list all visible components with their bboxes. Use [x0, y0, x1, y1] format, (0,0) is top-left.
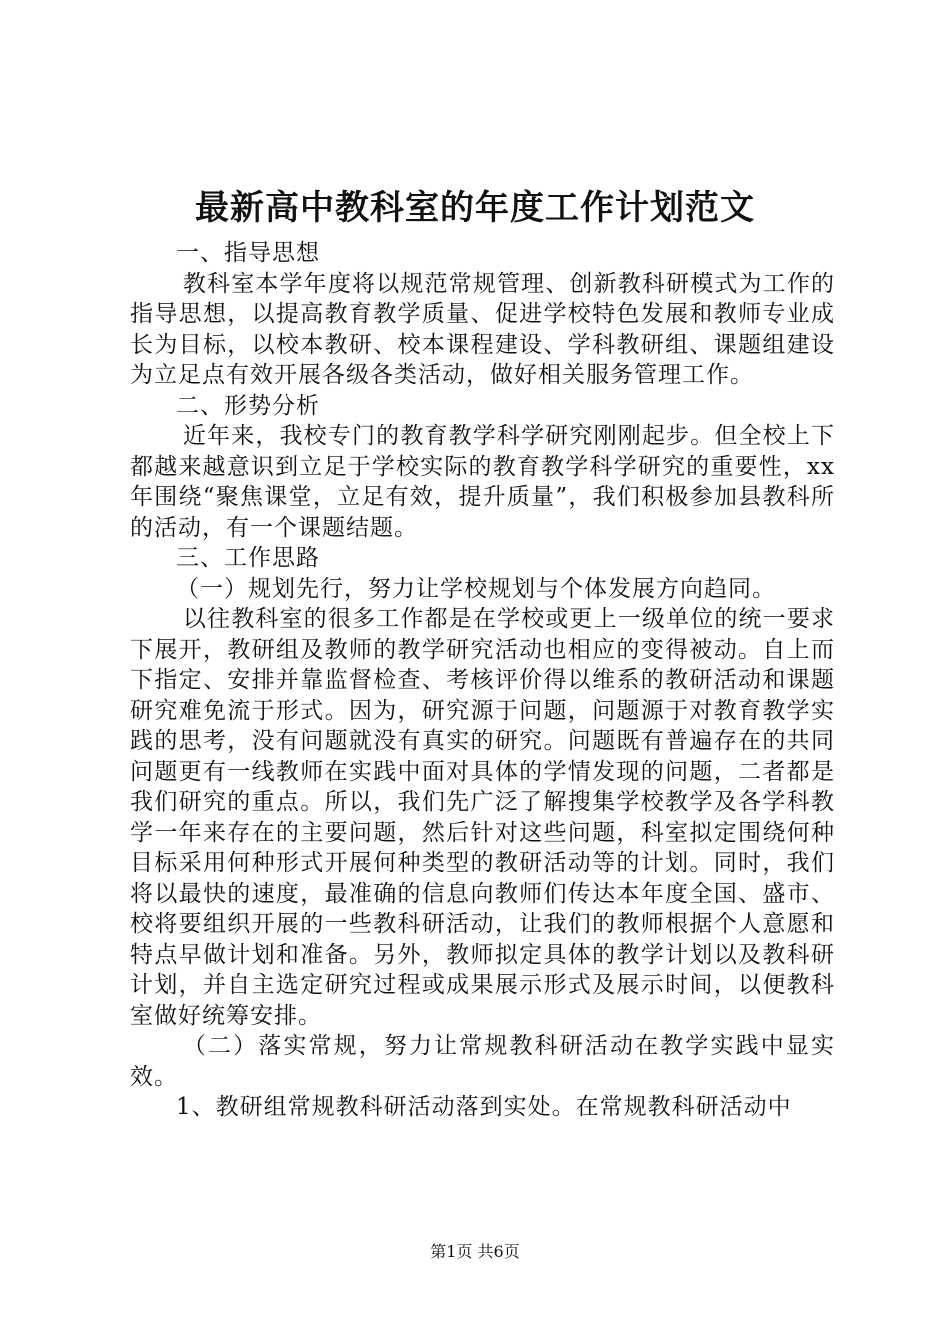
section-heading-guiding-ideology: 一、指导思想 [176, 240, 320, 266]
paragraph-teaching-group-routine: 1、教研组常规教科研活动落到实处。在常规教科研活动中 [176, 1094, 792, 1120]
subheading-planning-first: （一）规划先行，努力让学校规划与个体发展方向趋同。 [176, 575, 776, 602]
paragraph-situation-analysis: 近年来，我校专门的教育教学科学研究刚刚起步。但全校上下都越来越意识到立足于学校实际的教育教学科学研究的重要性，xx年围绕“聚焦课堂，立足有效，提升质量”，我们积极参加县教科所的活动，有一个课题结题。 [130, 423, 835, 541]
document-body [130, 238, 835, 1123]
section-heading-situation-analysis: 二、形势分析 [176, 392, 320, 419]
section-heading-work-approach: 三、工作思路 [176, 545, 320, 571]
paragraph-planning-first: 以往教科室的很多工作都是在学校或更上一级单位的统一要求下展开，教研组及教师的教学研究活动也相应的变得被动。自上而下指定、安排并靠监督检查、考核评价得以维系的教研活动和课题研究难免流于形式。因为，研究源于问题，问题源于对教育教学实践的思考，没有问题就没有真实的研究。问题既有普遍存在的共同问题更有一线教师在实践中面对具体的学情发现的问题，二者都是我们研究的重点。所以，我们先广泛了解搜集学校教学及各学科教学一年来存在的主要问题，然后针对这些问题，科室拟定围绕何种目标采用何种形式开展何种类型的教研活动等的计划。同时，我们将以最快的速度，最准确的信息向教师们传达本年度全国、盛市、校将要组织开展的一些教科研活动，让我们的教师根据个人意愿和特点早做计划和准备。另外，教师拟定具体的教学计划以及教科研计划，并自主选定研究过程或成果展示形式及展示时间，以便教科室做好统筹安排。 [130, 606, 835, 1029]
document-title: 最新高中教科室的年度工作计划范文 [195, 188, 755, 228]
subheading-implement-routine: （二）落实常规，努力让常规教科研活动在教学实践中显实效。 [130, 1033, 835, 1090]
paragraph-guiding-ideology: 教科室本学年度将以规范常规管理、创新教科研模式为工作的指导思想，以提高教育教学质量、促进学校特色发展和教师专业成长为目标，以校本教研、校本课程建设、学科教研组、课题组建设为立足点有效开展各级各类活动，做好相关服务管理工作。 [130, 270, 835, 388]
page-footer-page-number: 第1页 共6页 [430, 1242, 520, 1261]
